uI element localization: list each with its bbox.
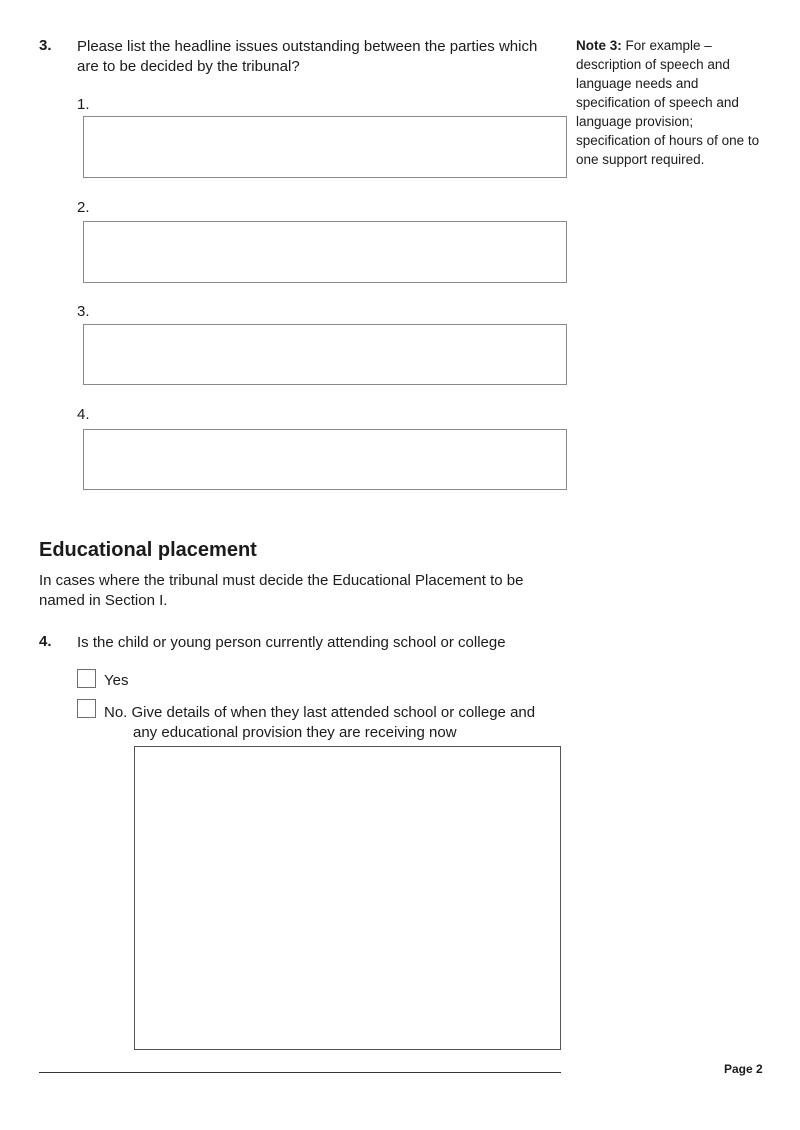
note-3-label: Note 3: — [576, 38, 622, 53]
yes-checkbox[interactable] — [77, 669, 96, 688]
question-4-number: 4. — [39, 633, 52, 650]
question-4-text: Is the child or young person currently attending school or college — [77, 634, 506, 651]
question-3-text: Please list the headline issues outstanding between the parties which are to be decided by the tribunal? — [77, 38, 538, 75]
note-3 — [576, 36, 771, 169]
no-option-label-line1: No. Give details of when they last attended school or college and — [104, 704, 536, 721]
section-intro: In cases where the tribunal must decide the Educational Placement to be named in Section I. — [39, 572, 524, 609]
note-3-text: For example – description of speech and language needs and specification of speech and language provision; specification of hours of one to one support required. — [576, 38, 760, 167]
no-option-label-line2: any educational provision they are receiving now — [133, 724, 457, 741]
issue-1-label: 1. — [77, 96, 90, 113]
issue-2-label: 2. — [77, 199, 90, 216]
issue-4-label: 4. — [77, 406, 90, 423]
issue-1-input[interactable] — [83, 116, 567, 178]
yes-option-label: Yes — [104, 672, 129, 689]
no-details-input[interactable] — [134, 746, 561, 1050]
section-heading: Educational placement — [39, 539, 257, 561]
issue-2-input[interactable] — [83, 221, 567, 283]
issue-3-input[interactable] — [83, 324, 567, 385]
issue-3-label: 3. — [77, 303, 90, 320]
page-number: Page 2 — [724, 1062, 763, 1076]
footer-divider — [39, 1072, 561, 1073]
no-checkbox[interactable] — [77, 699, 96, 718]
issue-4-input[interactable] — [83, 429, 567, 490]
question-3-number: 3. — [39, 37, 52, 54]
